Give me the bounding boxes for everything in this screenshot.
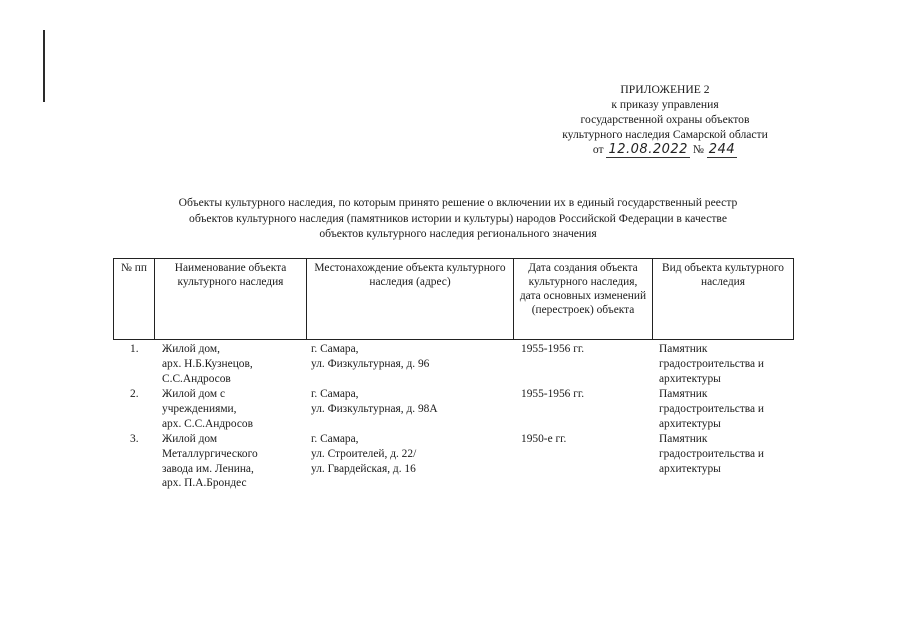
kind-line: градостроительства и — [659, 402, 765, 415]
title-line: Объекты культурного наследия, по которым принято решение о включении их в единый государственный реестр — [178, 196, 738, 209]
table-row — [113, 432, 803, 502]
name-line: арх. С.С.Андросов — [162, 417, 253, 430]
kind-line: Памятник — [659, 343, 708, 355]
address-line: г. Самара, — [311, 433, 359, 445]
header-date: Дата создания объекта культурного наследия, дата основных изменений (перестроек) объекта — [514, 259, 653, 340]
address-line: ул. Физкультурная, д. 96 — [311, 357, 430, 370]
name-line: С.С.Андросов — [162, 372, 231, 385]
address-line: г. Самара, — [311, 388, 359, 400]
appendix-line: культурного наследия Самарской области — [562, 128, 768, 141]
object-address — [311, 387, 511, 417]
name-line: Жилой дом с — [162, 388, 226, 400]
row-number: 1. — [130, 343, 139, 355]
row-number: 2. — [130, 388, 139, 400]
kind-line: градостроительства и — [659, 357, 765, 370]
address-line: ул. Гвардейская, д. 16 — [311, 462, 416, 475]
margin-mark — [43, 30, 45, 102]
kind-line: градостроительства и — [659, 447, 765, 460]
table-row — [113, 387, 803, 432]
object-name — [162, 387, 302, 431]
object-name — [162, 432, 302, 491]
header-address: Местонахождение объекта культурного наследия (адрес) — [307, 259, 514, 340]
objects-table-header — [113, 258, 794, 340]
row-number: 3. — [130, 433, 139, 445]
title-line: объектов культурного наследия регионального значения — [319, 227, 597, 240]
handwritten-number: 244 — [708, 142, 736, 157]
document-title — [108, 195, 808, 242]
header-number: № пп — [114, 259, 155, 340]
header-kind: Вид объекта культурного наследия — [653, 259, 794, 340]
name-line: арх. П.А.Брондес — [162, 477, 247, 490]
object-date: 1950-е гг. — [521, 433, 567, 445]
title-line: объектов культурного наследия (памятников истории и культуры) народов Российской Федерации в качестве — [189, 211, 727, 225]
handwritten-date: 12.08.2022 — [608, 142, 688, 157]
address-line: ул. Строителей, д. 22/ — [311, 447, 417, 460]
kind-line: Памятник — [659, 433, 708, 445]
kind-line: архитектуры — [659, 462, 721, 475]
from-prefix: от — [592, 143, 604, 156]
kind-line: Памятник — [659, 388, 708, 400]
name-line: завода им. Ленина, — [162, 462, 254, 475]
number-prefix: № — [692, 143, 704, 156]
objects-table-body — [113, 342, 803, 502]
object-address — [311, 432, 511, 476]
object-kind — [659, 342, 799, 386]
object-address — [311, 342, 511, 372]
table-row — [113, 342, 803, 387]
header-name: Наименование объекта культурного наследия — [155, 259, 307, 340]
appendix-line: государственной охраны объектов — [580, 113, 750, 126]
name-line: арх. Н.Б.Кузнецов, — [162, 357, 253, 370]
kind-line: архитектуры — [659, 417, 721, 430]
order-date-line — [520, 142, 810, 157]
object-kind — [659, 432, 799, 476]
name-line: учреждениями, — [162, 402, 237, 415]
name-line: Металлургического — [162, 447, 258, 460]
object-date: 1955-1956 гг. — [521, 343, 585, 355]
appendix-line: к приказу управления — [611, 98, 719, 111]
kind-line: архитектуры — [659, 372, 721, 385]
address-line: г. Самара, — [311, 343, 359, 355]
object-date: 1955-1956 гг. — [521, 388, 585, 400]
object-kind — [659, 387, 799, 431]
name-line: Жилой дом, — [162, 343, 220, 355]
name-line: Жилой дом — [162, 433, 218, 445]
appendix-header — [520, 82, 810, 157]
object-name — [162, 342, 302, 386]
appendix-title: ПРИЛОЖЕНИЕ 2 — [620, 83, 710, 96]
address-line: ул. Физкультурная, д. 98А — [311, 402, 438, 415]
